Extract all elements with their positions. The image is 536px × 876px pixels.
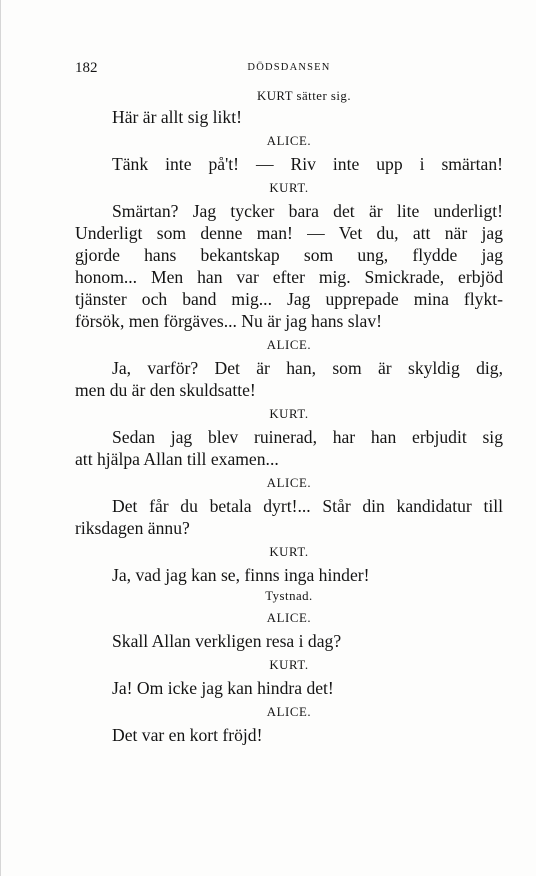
page-header (75, 60, 503, 80)
stage-direction: Tystnad. (265, 589, 313, 603)
dialogue-line: Smärtan? Jag tycker bara det är lite underligt! (112, 201, 503, 221)
dialogue-line: gjorde hans bekantskap som ung, flydde jag (75, 245, 503, 265)
dialogue-line: Tänk inte på't! — Riv inte upp i smärtan! (112, 154, 503, 174)
speaker-name: ALICE. (266, 134, 312, 148)
dialogue-line: Ja, vad jag kan se, finns inga hinder! (112, 565, 370, 585)
speaker-name: ALICE. (266, 476, 312, 490)
speaker-name: KURT. (269, 407, 309, 421)
speaker-name: KURT. (269, 181, 309, 195)
stage-direction: KURT sätter sig. (256, 89, 352, 103)
dialogue-line: Det var en kort fröjd! (112, 725, 263, 745)
dialogue-line: Det får du betala dyrt!... Står din kandidatur till (112, 496, 503, 516)
dialogue-line: tjänster och band mig... Jag upprepade mina flykt- (75, 289, 503, 309)
dialogue-line: Ja! Om icke jag kan hindra det! (112, 678, 334, 698)
dialogue-line: riksdagen ännu? (75, 518, 190, 538)
dialogue-line: att hjälpa Allan till examen... (75, 449, 279, 469)
speaker-name: KURT. (269, 658, 309, 672)
speaker-name: ALICE. (266, 611, 312, 625)
dialogue-line: honom... Men han var efter mig. Smickrade, erbjöd (75, 267, 503, 287)
speaker-name: ALICE. (266, 338, 312, 352)
play-text (75, 88, 503, 746)
speaker-name: ALICE. (266, 705, 312, 719)
dialogue-line: Skall Allan verkligen resa i dag? (112, 631, 342, 651)
speaker-name: KURT. (269, 545, 309, 559)
running-title: DÖDSDANSEN (247, 62, 331, 73)
dialogue-line: men du är den skuldsatte! (75, 380, 256, 400)
dialogue-line: Här är allt sig likt! (112, 107, 242, 127)
page-number: 182 (75, 60, 98, 76)
dialogue-line: Ja, varför? Det är han, som är skyldig dig, (112, 358, 503, 378)
dialogue-line: Underligt som denne man! — Vet du, att när jag (75, 223, 503, 243)
dialogue-line: Sedan jag blev ruinerad, har han erbjudit sig (112, 427, 503, 447)
dialogue-line: försök, men förgäves... Nu är jag hans slav! (75, 311, 382, 331)
